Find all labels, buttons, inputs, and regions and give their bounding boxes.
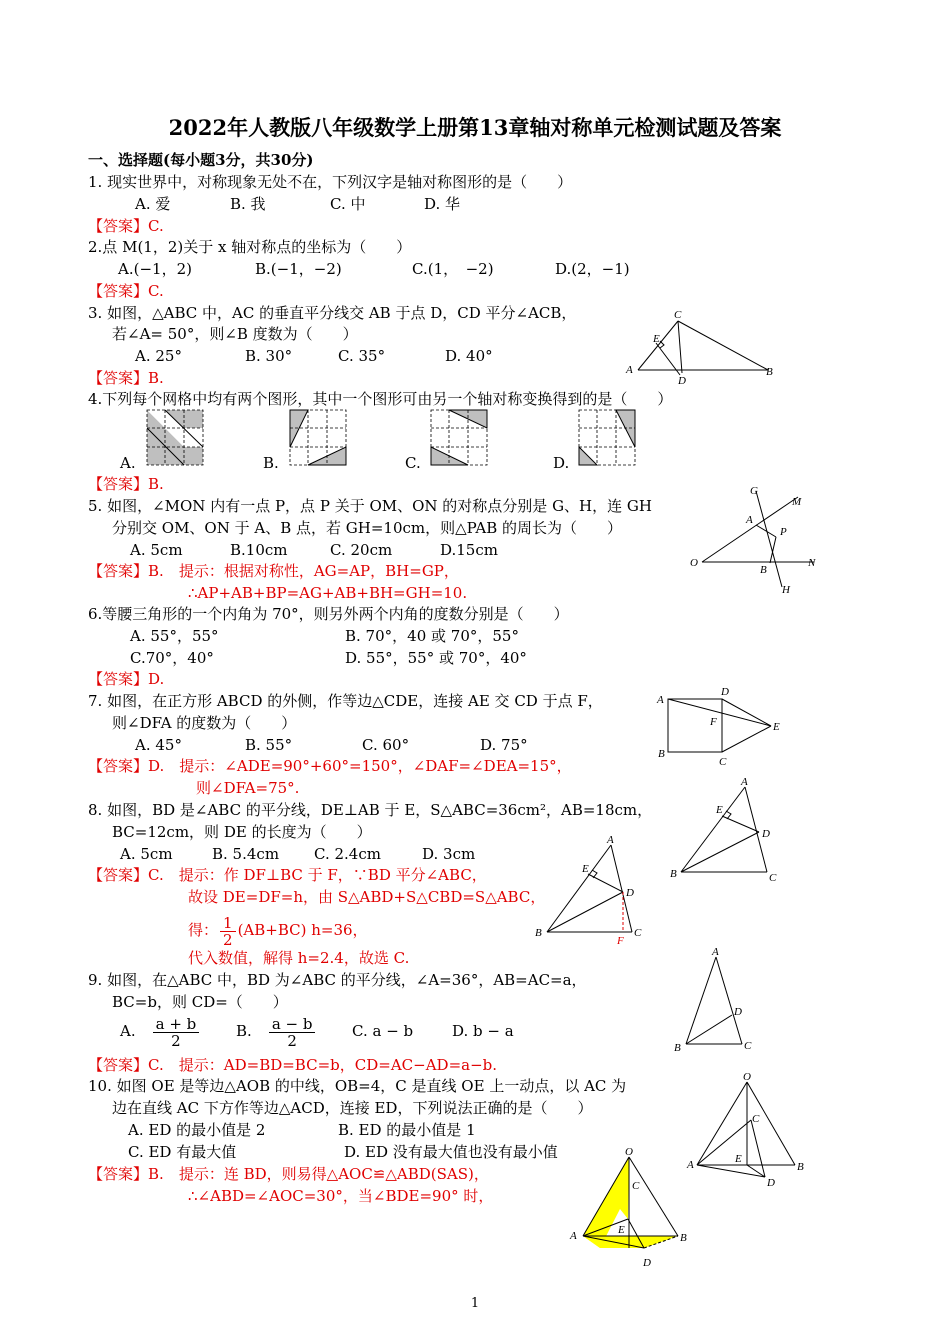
q4-grid-d xyxy=(579,410,637,466)
q9-opt-a xyxy=(120,1012,201,1050)
q4-opt-a: A. xyxy=(120,454,136,472)
fig-label: A xyxy=(741,776,748,788)
q10-line1: 10. 如图 OE 是等边△AOB 的中线，OB=4，C 是直线 OE 上一动点，以 AC 为 xyxy=(88,1077,627,1095)
answer-value: B. xyxy=(148,562,164,580)
q2-opt-c: C.(1， −2) xyxy=(412,260,494,278)
q2-answer xyxy=(88,281,164,301)
q9-figure xyxy=(670,945,770,1060)
denominator: 2 xyxy=(171,1031,181,1050)
fig-label: E xyxy=(618,1224,625,1236)
answer-value: D. xyxy=(148,670,165,688)
q6-answer xyxy=(88,669,164,689)
q5-opt-a: A. 5cm xyxy=(130,541,183,559)
hint-text: 得： xyxy=(188,921,219,939)
numerator: a + b xyxy=(153,1016,200,1033)
q10-opt-d: D. ED 没有最大值也没有最小值 xyxy=(344,1143,558,1161)
option-label: A. xyxy=(120,1022,136,1040)
fig-label: A xyxy=(746,514,753,526)
q7-opt-d: D. 75° xyxy=(480,736,528,754)
fig-label: C xyxy=(674,309,682,321)
fig-label: C xyxy=(752,1113,760,1125)
fig-label: E xyxy=(735,1153,742,1165)
q3-opt-b: B. 30° xyxy=(245,347,293,365)
q1-opt-d: D. 华 xyxy=(424,195,461,213)
q8-hint-line4: 代入数值，解得 h=2.4，故选 C. xyxy=(188,949,410,967)
q10-hint-line2: ∴∠ABD=∠AOC=30°，当∠BDE=90° 时， xyxy=(188,1187,494,1205)
fig-label: B xyxy=(670,868,677,880)
q8-opt-a: A. 5cm xyxy=(120,845,173,863)
q10-figure-a xyxy=(685,1072,815,1192)
fig-label: N xyxy=(808,557,816,569)
fig-label: C xyxy=(744,1040,752,1052)
q8-hint-line3 xyxy=(188,912,368,948)
q9-line1: 9. 如图，在△ABC 中，BD 为∠ABC 的平分线，∠A=36°，AB=AC=a， xyxy=(88,971,587,989)
answer-value: C. xyxy=(148,866,164,884)
fig-label: C xyxy=(632,1180,640,1192)
fig-label: A xyxy=(607,834,614,846)
fig-label: B xyxy=(766,366,773,378)
answer-tag: 【答案】 xyxy=(88,562,149,580)
hint-tag: 提示： xyxy=(178,866,224,884)
answer-tag: 【答案】 xyxy=(88,757,149,775)
q3-opt-c: C. 35° xyxy=(338,347,386,365)
fig-label: D xyxy=(762,828,770,840)
q5-opt-d: D.15cm xyxy=(440,541,498,559)
answer-value: B. xyxy=(148,1165,164,1183)
q7-hint-line2: 则∠DFA=75°. xyxy=(196,779,300,797)
q6-opt-b: B. 70°，40 或 70°，55° xyxy=(345,627,519,645)
fig-label: B xyxy=(535,927,542,939)
q6-opt-d: D. 55°，55° 或 70°，40° xyxy=(345,649,527,667)
denominator: 2 xyxy=(287,1031,297,1050)
answer-value: B. xyxy=(148,369,164,387)
answer-value: C. xyxy=(148,1056,164,1074)
fig-label: A xyxy=(712,946,719,958)
q4-answer xyxy=(88,474,164,494)
q1-opt-b: B. 我 xyxy=(230,195,266,213)
q7-figure xyxy=(655,685,795,770)
q5-opt-b: B.10cm xyxy=(230,541,288,559)
answer-tag: 【答案】 xyxy=(88,217,149,235)
hint-text: ∠ADE=90°+60°=150°，∠DAF=∠DEA=15°， xyxy=(224,757,572,775)
q3-opt-d: D. 40° xyxy=(445,347,493,365)
answer-tag: 【答案】 xyxy=(88,670,149,688)
q10-figure-b xyxy=(568,1143,698,1273)
q3-line1: 3. 如图，△ABC 中，AC 的垂直平分线交 AB 于点 D，CD 平分∠ACB， xyxy=(88,304,577,322)
answer-tag: 【答案】 xyxy=(88,1165,149,1183)
fig-label: A xyxy=(570,1230,577,1242)
q8-answer xyxy=(88,865,487,885)
fig-label: E xyxy=(716,804,723,816)
answer-value: C. xyxy=(148,282,164,300)
fig-label: P xyxy=(780,526,787,538)
q10-line2: 边在直线 AC 下方作等边△ACD，连接 ED，下列说法正确的是（ ） xyxy=(112,1099,593,1117)
fig-label: B xyxy=(797,1161,804,1173)
q4-grid-c xyxy=(431,410,489,466)
fig-label: B xyxy=(674,1042,681,1054)
q4-stem: 4.下列每个网格中均有两个图形，其中一个图形可由另一个轴对称变换得到的是（ ） xyxy=(88,390,673,408)
q1-answer xyxy=(88,216,164,236)
hint-text: 作 DF⊥BC 于 F，∵BD 平分∠ABC， xyxy=(223,866,487,884)
answer-tag: 【答案】 xyxy=(88,369,149,387)
q8-line1: 8. 如图，BD 是∠ABC 的平分线，DE⊥AB 于 E，S△ABC=36cm²，AB=18cm， xyxy=(88,801,653,819)
fig-label: A xyxy=(626,364,633,376)
q6-opt-a: A. 55°，55° xyxy=(130,627,219,645)
q3-line2: 若∠A= 50°，则∠B 度数为（ ） xyxy=(112,325,358,343)
fig-label: G xyxy=(750,485,758,497)
answer-tag: 【答案】 xyxy=(88,282,149,300)
q7-opt-c: C. 60° xyxy=(362,736,410,754)
q3-figure xyxy=(620,305,780,385)
fraction xyxy=(269,1016,316,1049)
q7-line1: 7. 如图，在正方形 ABCD 的外侧，作等边△CDE，连接 AE 交 CD 于点 F， xyxy=(88,692,603,710)
fig-label: O xyxy=(690,557,698,569)
q5-opt-c: C. 20cm xyxy=(330,541,393,559)
hint-tag: 提示： xyxy=(178,1165,224,1183)
fig-label: M xyxy=(792,496,802,508)
fig-label: O xyxy=(743,1071,751,1083)
q1-opt-c: C. 中 xyxy=(330,195,366,213)
answer-value: D. xyxy=(148,757,165,775)
fig-label: D xyxy=(734,1006,742,1018)
q6-opt-c: C.70°，40° xyxy=(130,649,214,667)
fig-label: H xyxy=(782,584,790,596)
fig-label: O xyxy=(625,1146,633,1158)
q2-stem: 2.点 M(1，2)关于 x 轴对称点的坐标为（ ） xyxy=(88,238,412,256)
fig-label: B xyxy=(680,1232,687,1244)
fig-label: C xyxy=(719,756,727,768)
fig-label: A xyxy=(657,694,664,706)
hint-tag: 提示： xyxy=(178,1056,224,1074)
q5-line1: 5. 如图，∠MON 内有一点 P，点 P 关于 OM、ON 的对称点分别是 G、H，连 GH xyxy=(88,497,652,515)
hint-tag: 提示： xyxy=(178,562,224,580)
q8-opt-c: C. 2.4cm xyxy=(314,845,381,863)
denominator: 2 xyxy=(223,930,233,949)
q4-opt-c: C. xyxy=(405,454,421,472)
q8-hint-line2: 故设 DE=DF=h，由 S△ABD+S△CBD=S△ABC， xyxy=(188,888,546,906)
q1-opt-a: A. 爱 xyxy=(135,195,171,213)
hint-tag: 提示： xyxy=(179,757,225,775)
q4-grid-b xyxy=(290,410,348,466)
q10-opt-a: A. ED 的最小值是 2 xyxy=(128,1121,266,1139)
numerator: a − b xyxy=(269,1016,316,1033)
q7-answer xyxy=(88,756,572,776)
fig-label: B xyxy=(760,564,767,576)
q9-answer xyxy=(88,1055,497,1075)
section-heading: 一、选择题(每小题3分，共30分) xyxy=(88,151,314,169)
q10-answer xyxy=(88,1164,489,1184)
q8-line2: BC=12cm，则 DE 的长度为（ ） xyxy=(112,823,372,841)
answer-tag: 【答案】 xyxy=(88,475,149,493)
page-number: 1 xyxy=(470,1296,480,1311)
fig-label: D xyxy=(643,1257,651,1269)
fig-label: D xyxy=(626,887,634,899)
fraction xyxy=(153,1016,200,1049)
fig-label: A xyxy=(687,1159,694,1171)
q6-stem: 6.等腰三角形的一个内角为 70°，则另外两个内角的度数分别是（ ） xyxy=(88,605,569,623)
fig-label: E xyxy=(773,721,780,733)
q10-opt-b: B. ED 的最小值是 1 xyxy=(338,1121,476,1139)
q8-figure-b xyxy=(535,830,655,950)
q7-opt-b: B. 55° xyxy=(245,736,293,754)
hint-text: AD=BD=BC=b，CD=AC−AD=a−b. xyxy=(223,1056,498,1074)
fig-label: D xyxy=(721,686,729,698)
q2-opt-b: B.(−1，−2) xyxy=(255,260,342,278)
q4-opt-b: B. xyxy=(263,454,279,472)
fig-label: D xyxy=(678,375,686,387)
q5-answer xyxy=(88,561,459,581)
q3-answer xyxy=(88,368,164,388)
q4-grid-a xyxy=(147,410,205,466)
page-title: 2022年人教版八年级数学上册第13章轴对称单元检测试题及答案 xyxy=(168,115,782,140)
q2-opt-a: A.(−1，2) xyxy=(118,260,192,278)
answer-value: B. xyxy=(148,475,164,493)
q9-opt-b xyxy=(236,1012,317,1050)
q9-line2: BC=b，则 CD=（ ） xyxy=(112,993,288,1011)
fig-label: F xyxy=(617,935,624,947)
hint-text: 连 BD，则易得△AOC≌△ABD(SAS)， xyxy=(223,1165,489,1183)
q10-opt-c: C. ED 有最大值 xyxy=(128,1143,237,1161)
q5-line2: 分别交 OM、ON 于 A、B 点，若 GH=10cm，则△PAB 的周长为（ ） xyxy=(112,519,622,537)
fig-label: C xyxy=(634,927,642,939)
q7-line2: 则∠DFA 的度数为（ ） xyxy=(112,714,297,732)
numerator: 1 xyxy=(220,915,236,932)
hint-text: (AB+BC) h=36， xyxy=(237,921,368,939)
q8-opt-b: B. 5.4cm xyxy=(212,845,280,863)
q8-opt-d: D. 3cm xyxy=(422,845,476,863)
q5-figure xyxy=(690,483,830,598)
q9-opt-d: D. b − a xyxy=(452,1022,514,1040)
q4-opt-d: D. xyxy=(553,454,570,472)
q5-hint-line2: ∴AP+AB+BP=AG+AB+BH=GH=10. xyxy=(188,584,468,602)
hint-text: 根据对称性，AG=AP，BH=GP， xyxy=(223,562,459,580)
fig-label: D xyxy=(767,1177,775,1189)
q1-stem: 1. 现实世界中，对称现象无处不在，下列汉字是轴对称图形的是（ ） xyxy=(88,173,573,191)
answer-value: C. xyxy=(148,217,164,235)
fig-label: E xyxy=(582,863,589,875)
q3-opt-a: A. 25° xyxy=(135,347,182,365)
fraction xyxy=(220,915,236,948)
option-label: B. xyxy=(236,1022,252,1040)
fig-label: F xyxy=(710,716,717,728)
answer-tag: 【答案】 xyxy=(88,866,149,884)
fig-label: E xyxy=(653,333,660,345)
q9-opt-c: C. a − b xyxy=(352,1022,414,1040)
q7-opt-a: A. 45° xyxy=(135,736,182,754)
fig-label: B xyxy=(658,748,665,760)
answer-tag: 【答案】 xyxy=(88,1056,149,1074)
q8-figure-a xyxy=(665,775,785,885)
q2-opt-d: D.(2，−1) xyxy=(555,260,630,278)
fig-label: C xyxy=(769,872,777,884)
